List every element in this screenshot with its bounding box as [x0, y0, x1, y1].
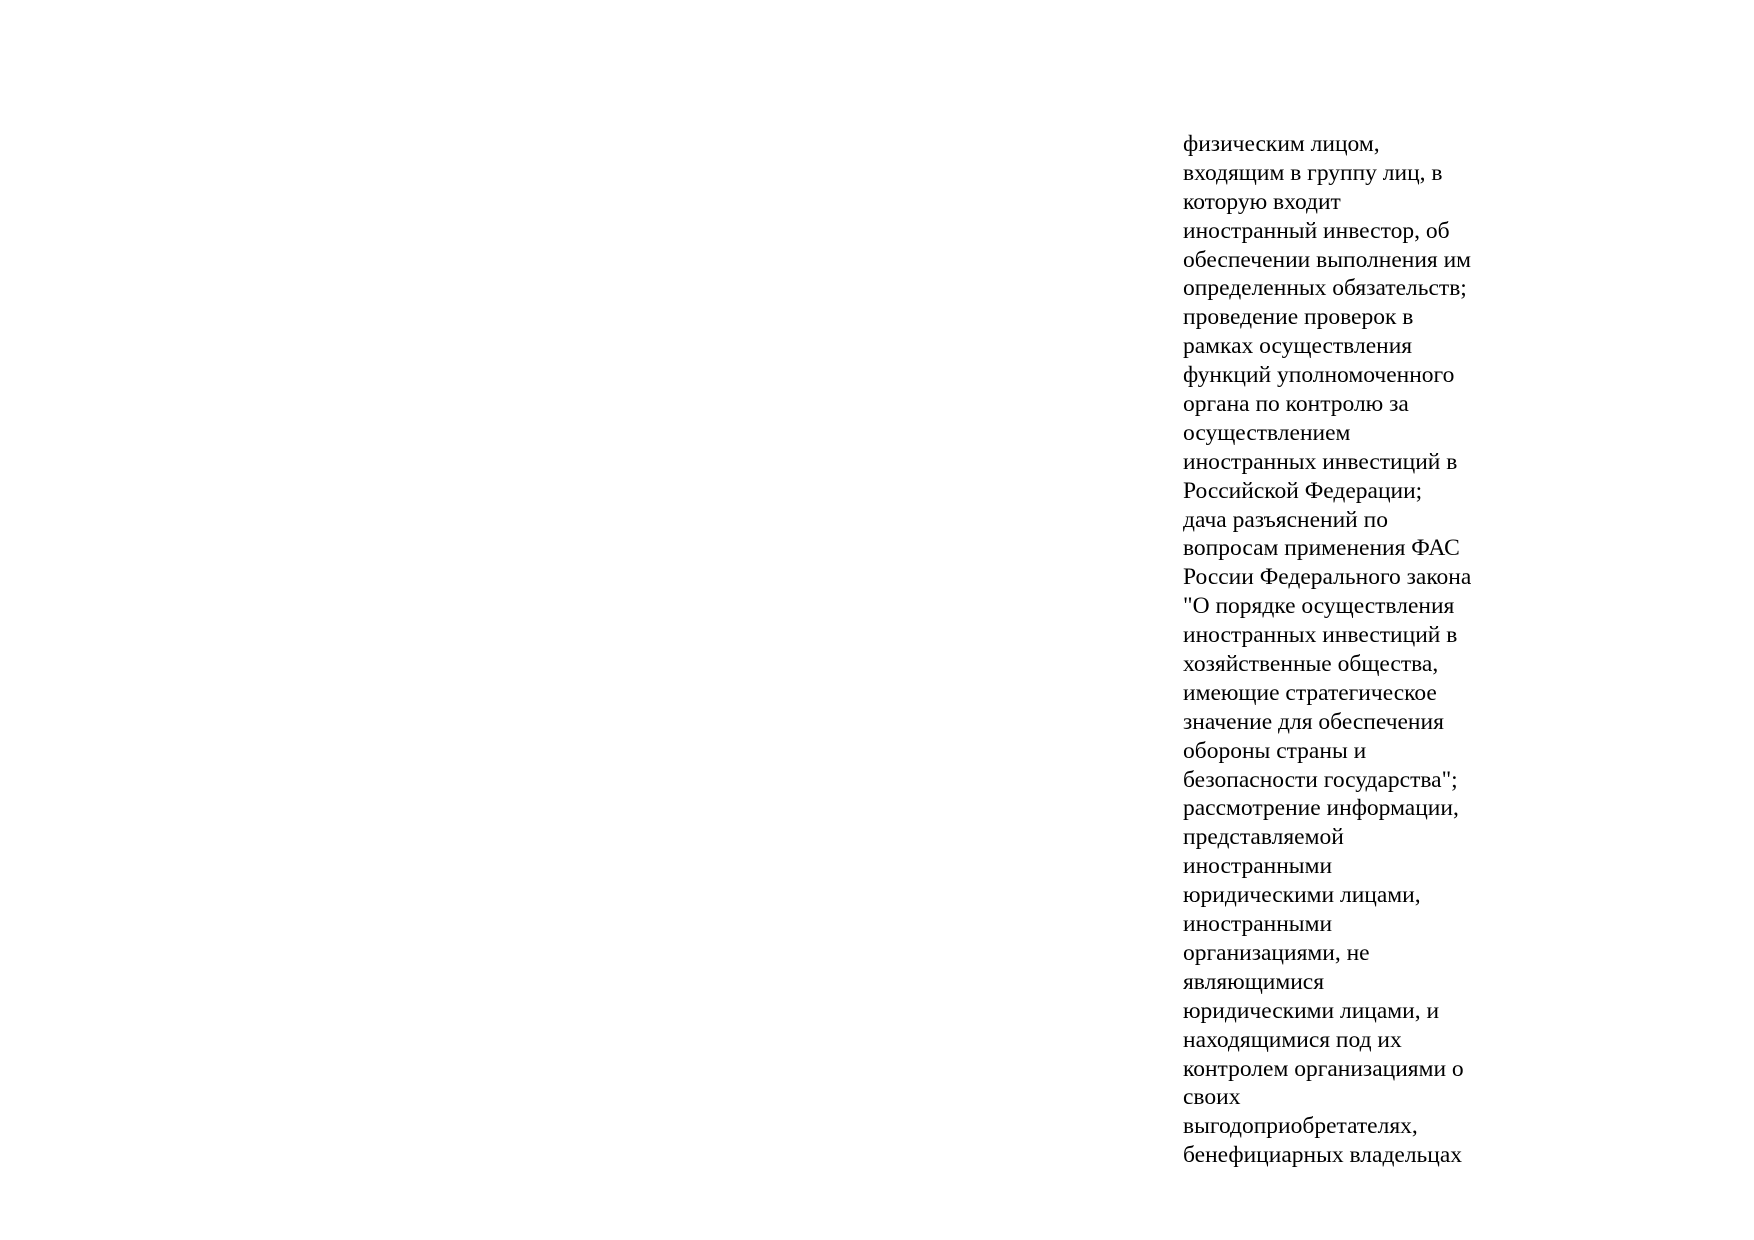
- text-line: представляемой: [1183, 824, 1344, 851]
- text-line: хозяйственные общества,: [1183, 651, 1439, 678]
- text-line: России Федерального закона: [1183, 564, 1472, 591]
- text-line: проведение проверок в: [1183, 304, 1414, 331]
- text-line: своих: [1183, 1084, 1241, 1111]
- text-line: иностранными: [1183, 911, 1333, 938]
- text-line: функций уполномоченного: [1183, 362, 1455, 389]
- text-line: находящимися под их: [1183, 1026, 1402, 1053]
- text-line: контролем организациями о: [1183, 1055, 1464, 1082]
- text-line: выгодоприобретателях,: [1183, 1113, 1418, 1140]
- text-line: являющимися: [1183, 968, 1325, 995]
- text-line: значение для обеспечения: [1183, 708, 1444, 735]
- text-line: юридическими лицами, и: [1183, 997, 1440, 1024]
- text-line: иностранных инвестиций в: [1183, 622, 1458, 649]
- text-line: осуществлением: [1183, 419, 1351, 446]
- text-line: вопросам применения ФАС: [1183, 535, 1460, 562]
- text-line: иностранных инвестиций в: [1183, 448, 1458, 475]
- text-line: безопасности государства";: [1183, 766, 1458, 793]
- text-line: "О порядке осуществления: [1183, 593, 1455, 620]
- body-text-column: [1183, 130, 1523, 1170]
- text-line: юридическими лицами,: [1183, 882, 1421, 909]
- text-line: организациями, не: [1183, 939, 1370, 966]
- text-line: имеющие стратегическое: [1183, 679, 1437, 706]
- text-line: рассмотрение информации,: [1183, 795, 1459, 822]
- text-line: определенных обязательств;: [1183, 275, 1467, 302]
- text-line: иностранный инвестор, об: [1183, 217, 1450, 244]
- text-line: обороны страны и: [1183, 737, 1367, 764]
- text-line: органа по контролю за: [1183, 391, 1409, 418]
- text-line: бенефициарных владельцах: [1183, 1142, 1463, 1169]
- text-line: входящим в группу лиц, в: [1183, 159, 1443, 186]
- text-line: иностранными: [1183, 853, 1333, 880]
- text-line: Российской Федерации;: [1183, 477, 1423, 504]
- text-line: дача разъяснений по: [1183, 506, 1388, 533]
- text-line: обеспечении выполнения им: [1183, 246, 1472, 273]
- text-line: которую входит: [1183, 188, 1341, 215]
- text-line: физическим лицом,: [1183, 131, 1380, 157]
- text-line: рамках осуществления: [1183, 333, 1413, 360]
